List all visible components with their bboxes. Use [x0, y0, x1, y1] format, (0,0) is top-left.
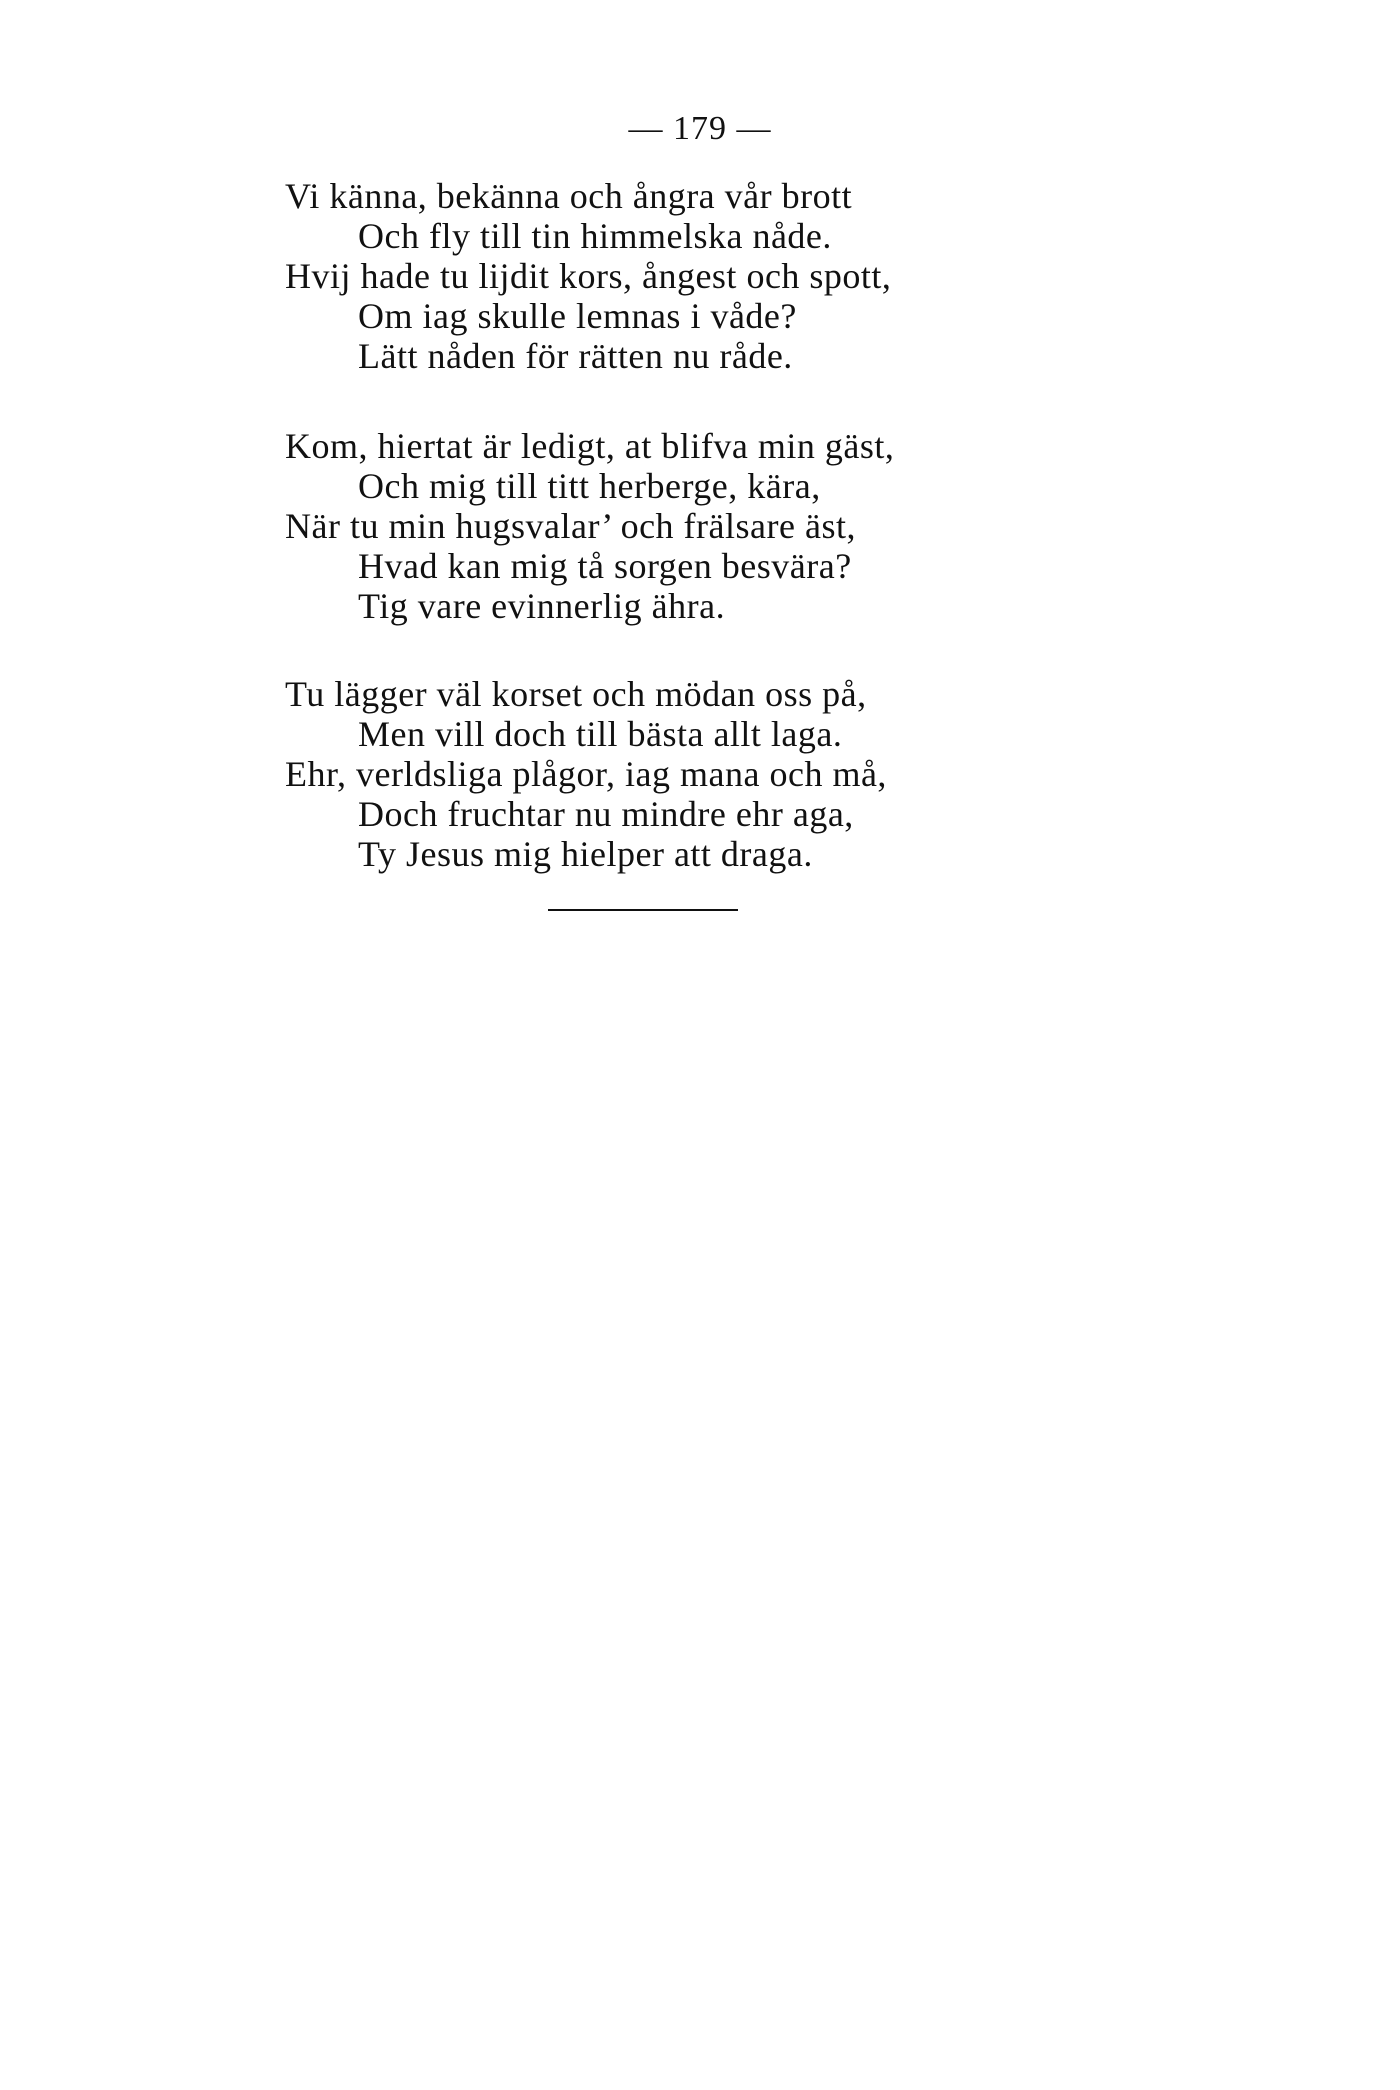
verse-line: Hvij hade tu lijdit kors, ångest och spott,	[285, 256, 892, 296]
page-number: — 179 —	[628, 110, 772, 147]
verse-line: Och fly till tin himmelska nåde.	[358, 216, 832, 256]
stanza-1	[285, 176, 1285, 376]
verse-line: Lätt nåden för rätten nu råde.	[358, 336, 793, 376]
stanza-3	[285, 674, 1285, 874]
verse-line: Och mig till titt herberge, kära,	[358, 466, 821, 506]
verse-line: Kom, hiertat är ledigt, at blifva min gäst,	[285, 426, 895, 466]
end-rule-divider	[548, 909, 738, 911]
verse-line: Vi känna, bekänna och ångra vår brott	[285, 176, 853, 216]
verse-line: Men vill doch till bästa allt laga.	[358, 714, 843, 754]
verse-line: Hvad kan mig tå sorgen besvära?	[358, 546, 852, 586]
verse-line: Ehr, verldsliga plågor, iag mana och må,	[285, 754, 887, 794]
verse-line: Om iag skulle lemnas i våde?	[358, 296, 797, 336]
verse-line: Ty Jesus mig hielper att draga.	[358, 834, 813, 874]
stanza-2	[285, 426, 1285, 626]
verse-line: Doch fruchtar nu mindre ehr aga,	[358, 794, 854, 834]
verse-line: Tig vare evinnerlig ähra.	[358, 586, 726, 626]
verse-line: Tu lägger väl korset och mödan oss på,	[285, 674, 867, 714]
verse-line: När tu min hugsvalar’ och frälsare äst,	[285, 506, 856, 546]
